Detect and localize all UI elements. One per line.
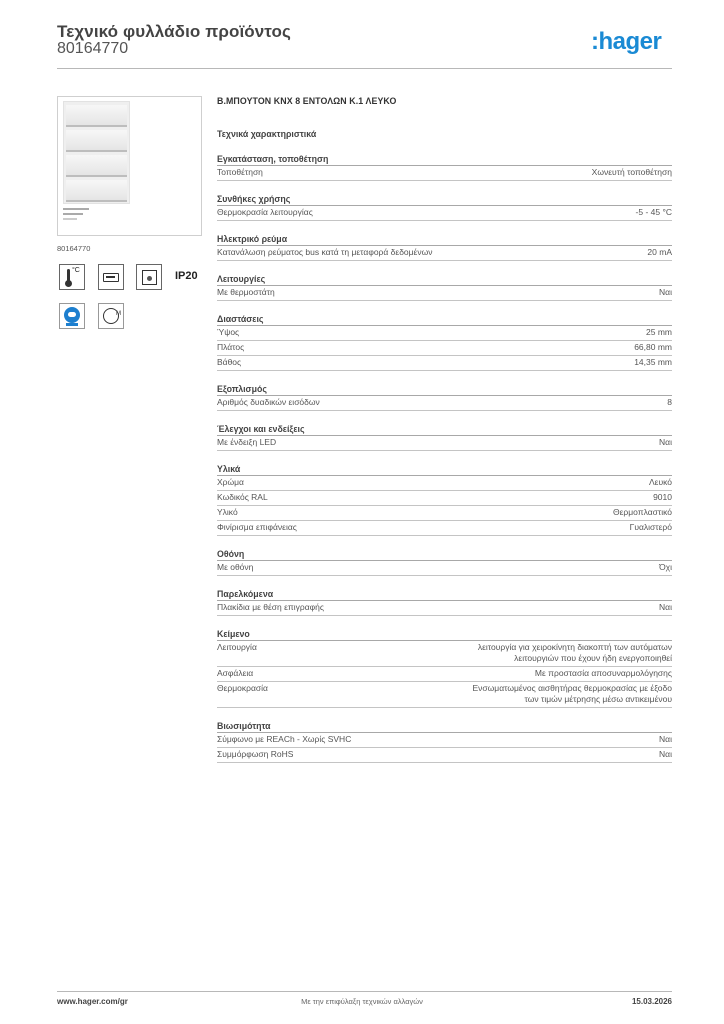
spec-label: Υλικό bbox=[217, 507, 238, 517]
spec-label: Χρώμα bbox=[217, 477, 244, 487]
spec-row bbox=[217, 436, 672, 451]
footer-date: 15.03.2026 bbox=[631, 997, 672, 1006]
spec-row bbox=[217, 476, 672, 491]
section-title: Λειτουργίες bbox=[217, 274, 672, 286]
spec-value: Χωνευτή τοποθέτηση bbox=[591, 167, 672, 177]
hager-logo[interactable] bbox=[591, 28, 661, 56]
spec-label: Με θερμοστάτη bbox=[217, 287, 275, 297]
spec-row bbox=[217, 641, 672, 667]
section-title: Εξοπλισμός bbox=[217, 384, 672, 396]
spec-label: Συμμόρφωση RoHS bbox=[217, 749, 294, 759]
spec-value: Λευκό bbox=[649, 477, 672, 487]
spec-section bbox=[217, 194, 672, 221]
spec-row bbox=[217, 521, 672, 536]
spec-value: 25 mm bbox=[646, 327, 672, 337]
spec-row bbox=[217, 206, 672, 221]
spec-row bbox=[217, 166, 672, 181]
spec-label: Αριθμός δυαδικών εισόδων bbox=[217, 397, 320, 407]
tech-heading: Τεχνικά χαρακτηριστικά bbox=[217, 129, 317, 139]
footer-website-link[interactable]: www.hager.com/gr bbox=[57, 997, 128, 1006]
spec-row bbox=[217, 356, 672, 371]
spec-section bbox=[217, 314, 672, 371]
spec-section bbox=[217, 629, 672, 708]
spec-value: Ναι bbox=[659, 437, 672, 447]
spec-row bbox=[217, 506, 672, 521]
spec-section bbox=[217, 234, 672, 261]
spec-sheet bbox=[217, 96, 672, 763]
section-title: Παρελκόμενα bbox=[217, 589, 672, 601]
footer-notice: Με την επιφύλαξη τεχνικών αλλαγών bbox=[301, 997, 423, 1006]
section-title: Συνθήκες χρήσης bbox=[217, 194, 672, 206]
spec-value: Όχι bbox=[659, 562, 672, 572]
spec-label: Πλακίδια με θέση επιγραφής bbox=[217, 602, 324, 612]
logo-dots-icon: : bbox=[591, 28, 599, 55]
spec-row bbox=[217, 396, 672, 411]
spec-section bbox=[217, 721, 672, 763]
spec-value: Ενσωματωμένος αισθητήρας θερμοκρασίας με έξοδο των τιμών μέτρησης μέσω αντικειμένου bbox=[472, 683, 672, 704]
spec-section bbox=[217, 274, 672, 301]
spec-label: Με ένδειξη LED bbox=[217, 437, 277, 447]
spec-value: Γυαλιστερό bbox=[629, 522, 672, 532]
spec-value: 9010 bbox=[653, 492, 672, 502]
spec-row bbox=[217, 733, 672, 748]
spec-row bbox=[217, 326, 672, 341]
spec-label: Λειτουργία bbox=[217, 642, 257, 652]
spec-sections bbox=[217, 154, 672, 763]
spec-section bbox=[217, 384, 672, 411]
section-title: Διαστάσεις bbox=[217, 314, 672, 326]
section-title: Βιωσιμότητα bbox=[217, 721, 672, 733]
spec-value: Ναι bbox=[659, 287, 672, 297]
spec-label: Βάθος bbox=[217, 357, 242, 367]
spec-value: Με προστασία αποσυναρμολόγησης bbox=[534, 668, 672, 678]
ip-rating: IP20 bbox=[175, 270, 198, 282]
spec-row bbox=[217, 491, 672, 506]
spec-section bbox=[217, 424, 672, 451]
section-title: Υλικά bbox=[217, 464, 672, 476]
section-title: Ηλεκτρικό ρεύμα bbox=[217, 234, 672, 246]
spec-label: Ασφάλεια bbox=[217, 668, 254, 678]
spec-value: 66,80 mm bbox=[634, 342, 672, 352]
spec-label: Με οθόνη bbox=[217, 562, 254, 572]
pushbutton-photo bbox=[63, 101, 130, 204]
product-code: 80164770 bbox=[57, 40, 129, 57]
footer-divider bbox=[57, 991, 672, 992]
spec-value: 20 mA bbox=[647, 247, 672, 257]
spec-row bbox=[217, 748, 672, 763]
spec-label: Κατανάλωση ρεύματος bus κατά τη μεταφορά δεδομένων bbox=[217, 247, 433, 257]
header-divider bbox=[57, 68, 672, 69]
spec-label: Κωδικός RAL bbox=[217, 492, 268, 502]
spec-label: Φινίρισμα επιφάνειας bbox=[217, 522, 297, 532]
spec-label: Σύμφωνο με REACh - Χωρίς SVHC bbox=[217, 734, 352, 744]
image-caption: 80164770 bbox=[57, 244, 91, 253]
spec-label: Θερμοκρασία λειτουργίας bbox=[217, 207, 313, 217]
spec-row bbox=[217, 682, 672, 708]
spec-section bbox=[217, 154, 672, 181]
section-title: Οθόνη bbox=[217, 549, 672, 561]
spec-row bbox=[217, 341, 672, 356]
logo-text: hager bbox=[598, 28, 662, 55]
spec-row bbox=[217, 667, 672, 682]
spec-label: Πλάτος bbox=[217, 342, 245, 352]
spec-label: Τοποθέτηση bbox=[217, 167, 263, 177]
spec-section bbox=[217, 464, 672, 536]
spec-section bbox=[217, 589, 672, 616]
spec-row bbox=[217, 286, 672, 301]
thermometer-icon bbox=[59, 264, 85, 290]
spec-value: Ναι bbox=[659, 734, 672, 744]
product-image-panel bbox=[57, 96, 202, 236]
spec-value: Θερμοπλαστικό bbox=[612, 507, 672, 517]
spec-row bbox=[217, 246, 672, 261]
page-title: Τεχνικό φυλλάδιο προϊόντος bbox=[57, 22, 291, 41]
spec-label: Ύψος bbox=[217, 327, 240, 337]
epd-icon bbox=[59, 303, 85, 329]
pushbutton-icon bbox=[136, 264, 162, 290]
spec-value: 14,35 mm bbox=[634, 357, 672, 367]
spec-value: Ναι bbox=[659, 749, 672, 759]
spec-row bbox=[217, 601, 672, 616]
spec-row bbox=[217, 561, 672, 576]
product-name: Β.ΜΠΟΥΤΟΝ KNX 8 ΕΝΤΟΛΩΝ Κ.1 ΛΕΥΚΟ bbox=[217, 96, 397, 106]
spec-section bbox=[217, 549, 672, 576]
spec-value: Ναι bbox=[659, 602, 672, 612]
clock-icon: M bbox=[98, 303, 124, 329]
section-title: Εγκατάσταση, τοποθέτηση bbox=[217, 154, 672, 166]
section-title: Έλεγχοι και ενδείξεις bbox=[217, 424, 672, 436]
spec-value: λειτουργία για χειροκίνητη διακοπτή των αυτόματων λειτουργιών που έχουν ήδη ενεργοποιηθεί bbox=[477, 642, 672, 663]
spec-label: Θερμοκρασία bbox=[217, 683, 268, 693]
section-title: Κείμενο bbox=[217, 629, 672, 641]
spec-value: 8 bbox=[667, 397, 672, 407]
label-strip-icon bbox=[63, 208, 89, 223]
display-icon bbox=[98, 264, 124, 290]
product-image bbox=[57, 96, 202, 236]
spec-value: -5 - 45 °C bbox=[635, 207, 672, 217]
temperature-unit: °C bbox=[72, 267, 80, 274]
